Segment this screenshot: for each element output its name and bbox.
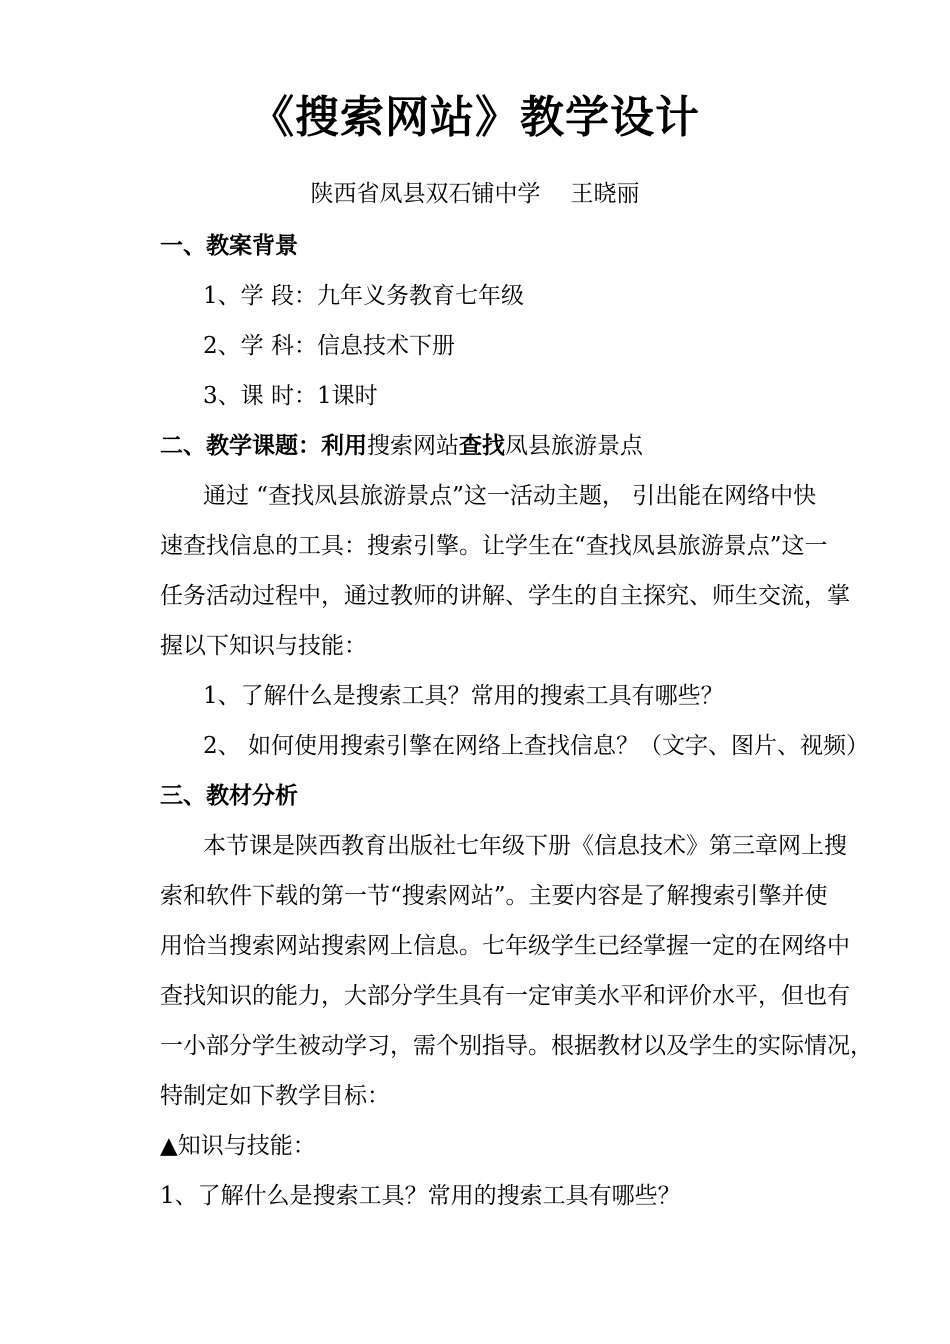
section1-item-grade: 1、学 段：九年义务教育七年级 — [203, 283, 524, 309]
section2-item-1: 1、了解什么是搜索工具？常用的搜索工具有哪些？ — [203, 683, 724, 709]
author-name: 王晓丽 — [570, 181, 640, 207]
document-title: 《搜索网站》教学设计 — [250, 92, 700, 143]
section2-paragraph-line-2: 速查找信息的工具：搜索引擎。让学生在“查找凤县旅游景点”这一 — [160, 533, 828, 559]
section3-heading: 三、教材分析 — [160, 782, 298, 809]
section2-item-2: 2、 如何使用搜索引擎在网络上查找信息？（文字、图片、视频） — [203, 733, 869, 759]
author-line — [0, 176, 950, 212]
section3-paragraph-line-2: 索和软件下载的第一节“搜索网站”。主要内容是了解搜索引擎并使 — [160, 883, 828, 909]
section3-paragraph-line-3: 用恰当搜索网站搜索网上信息。七年级学生已经掌握一定的在网络中 — [160, 933, 850, 959]
section2-heading-normal2: 凤县旅游景点 — [505, 433, 643, 459]
section2-paragraph-line-1: 通过 “查找凤县旅游景点”这一活动主题， 引出能在网络中快 — [203, 483, 817, 509]
section3-paragraph-line-5: 一小部分学生被动学习，需个别指导。根据教材以及学生的实际情况， — [160, 1033, 873, 1059]
section3-subheading: ▲知识与技能： — [160, 1133, 316, 1159]
section1-item-subject: 2、学 科：信息技术下册 — [203, 333, 455, 359]
section2-heading-bold2: 查找 — [459, 432, 505, 459]
section2-heading-bold1: 利用 — [321, 432, 367, 459]
section1-heading: 一、教案背景 — [160, 232, 298, 259]
section3-paragraph-line-6: 特制定如下教学目标： — [160, 1083, 390, 1109]
section2-heading-prefix: 二、教学课题： — [160, 432, 321, 459]
section3-paragraph-line-1: 本节课是陕西教育出版社七年级下册《信息技术》第三章网上搜 — [203, 833, 847, 859]
section2-heading-normal1: 搜索网站 — [367, 433, 459, 459]
section3-paragraph-line-4: 查找知识的能力，大部分学生具有一定审美水平和评价水平，但也有 — [160, 983, 850, 1009]
author-school: 陕西省凤县双石铺中学 — [310, 181, 541, 207]
section1-item-period: 3、课 时：1课时 — [203, 383, 378, 409]
section2-paragraph-line-4: 握以下知识与技能： — [160, 633, 367, 659]
section2-heading — [160, 428, 850, 464]
section3-item-1: 1、了解什么是搜索工具？常用的搜索工具有哪些？ — [160, 1183, 681, 1209]
section2-paragraph-line-3: 任务活动过程中，通过教师的讲解、学生的自主探究、师生交流，掌 — [160, 583, 850, 609]
